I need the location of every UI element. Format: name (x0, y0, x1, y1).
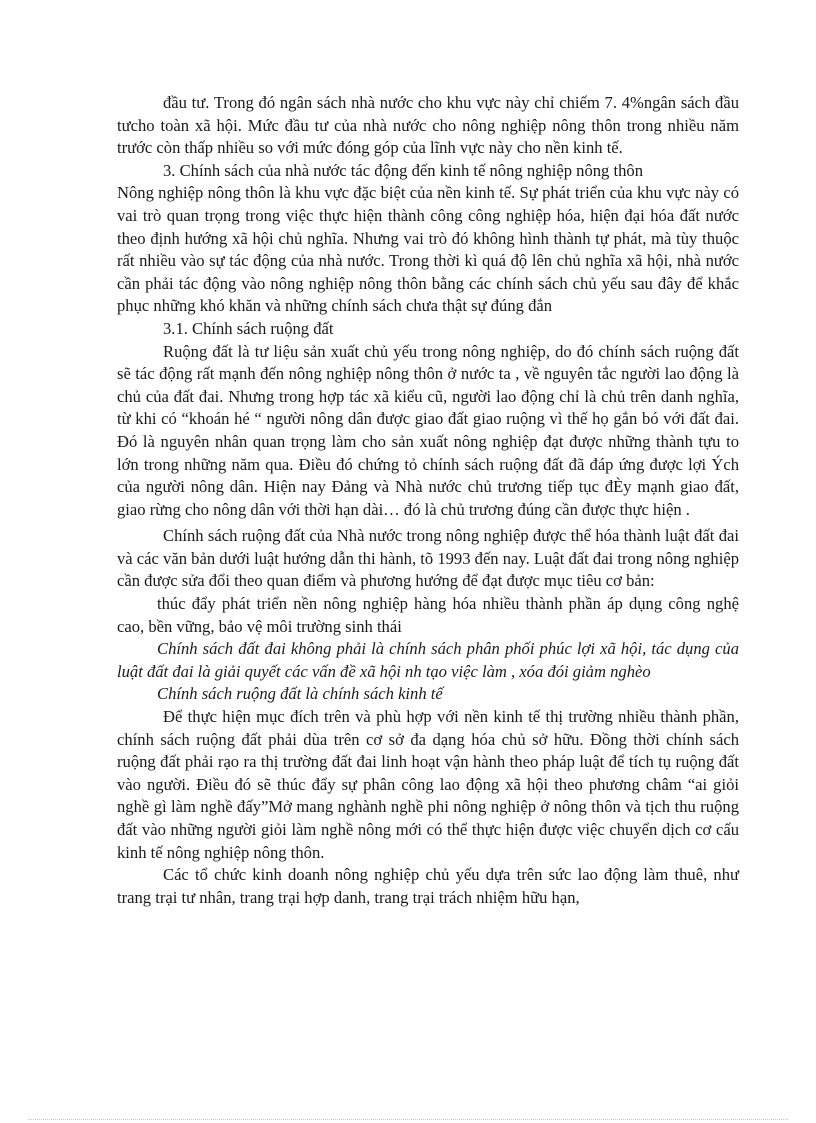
paragraph-not-welfare: Chính sách đất đai không phải là chính sách phân phối phúc lợi xã hội, tác dụng của luật đất đai là giải quyết các vấn đề xã hội nh tạo việc làm , xóa đói giảm nghèo (117, 639, 739, 681)
paragraph-investment: đầu tư. Trong đó ngân sách nhà nước cho khu vực này chỉ chiếm 7. 4%ngân sách đầu tưcho toàn xã hội. Mức đầu tư của nhà nước cho nông nghiệp nông thôn trong nhiều năm trước còn thấp nhiều so với mức đóng góp của lĩnh vực này cho nền kinh tế. (117, 93, 739, 158)
paragraph-land-law: Chính sách ruộng đất của Nhà nước trong nông nghiệp được thể hóa thành luật đất đai và các văn bản dưới luật hướng dẫn thi hành, tõ 1993 đến nay. Luật đất đai trong nông nghiệp cần được sửa đổi theo quan điểm và phương hướng để đạt được mục tiêu cơ bản: (117, 526, 740, 591)
paragraph-diversification: Để thực hiện mục đích trên và phù hợp với nền kinh tế thị trường nhiều thành phần, chính sách ruộng đất phải dùa trên cơ sở đa dạng hóa chủ sở hữu. Đồng thời chính sách ruộng đất phải rạo ra thị trường đất đai linh hoạt vận hành theo pháp luật để tích tụ ruộng đất vào người. Điều đó sẽ thúc đẩy sự phân công lao động xã hội theo phương châm “ai giỏi nghề gì làm nghề đấy”Mở mang nghành nghề phi nông nghiệp ở nông thôn và tịch thu ruộng đất vào những người giỏi làm nghề nông mới có thể thực hiện được việc chuyển dịch cơ cấu kinh tế nông nghiệp nông thôn. (117, 707, 739, 862)
page-bottom-border (28, 1119, 788, 1120)
paragraph-land-policy: Ruộng đất là tư liệu sản xuất chủ yếu trong nông nghiệp, do đó chính sách ruộng đất sẽ tác động rất mạnh đến nông nghiệp nông thôn ở nước ta , về nguyên tắc người lao động là chủ của đất đai. Nhưng trong hợp tác xã kiểu cũ, người lao động chỉ là chủ trên danh nghĩa, từ khi có “khoán hé “ người nông dân được giao đất giao ruộng vì thế họ gắn bó với đất đai. Đó là nguyên nhân quan trọng làm cho sản xuất nông nghiệp đạt được những thành tựu to lớn trong những năm qua. Điều đó chứng tỏ chính sách ruộng đất đã đáp ứng được lợi Ých của người nông dân. Hiện nay Đảng và Nhà nước chủ trương tiếp tục đÈy mạnh giao đất, giao rừng cho nông dân với thời hạn dài… đó là chủ trương đúng cần được thực hiện . (117, 341, 739, 519)
section-heading-3: 3. Chính sách của nhà nước tác động đến kinh tế nông nghiệp nông thôn (163, 160, 643, 180)
section-heading-3-1: 3.1. Chính sách ruộng đất (163, 318, 334, 338)
paragraph-rural-sector: Nông nghiệp nông thôn là khu vực đặc biệt của nền kinh tế. Sự phát triển của khu vực này có vai trò quan trọng trong việc thực hiện thành công công nghiệp hóa, hiện đại hóa đất nước theo định hướng xã hội chủ nghĩa. Nhưng vai trò đó không hình thành tự phát, mà tùy thuộc rất nhiều vào sự tác động của nhà nước. Trong thời kì quá độ lên chủ nghĩa xã hội, nhà nước cần phải tác động vào nông nghiệp nông thôn bằng các chính sách chủ yếu sau đây để khắc phục những khó khăn và những chính sách chưa thật sự đúng đắn (117, 183, 739, 316)
paragraph-business-orgs: Các tổ chức kinh doanh nông nghiệp chủ yếu dựa trên sức lao động làm thuê, như trang trại tư nhân, trang trại hợp danh, trang trại trách nhiệm hữu hạn, (117, 865, 739, 907)
document-body (117, 92, 739, 909)
paragraph-economic-policy: Chính sách ruộng đất là chính sách kinh tế (157, 684, 443, 704)
paragraph-objective: thúc đẩy phát triển nền nông nghiệp hàng hóa nhiều thành phần áp dụng công nghệ cao, bền vững, bảo vệ môi trường sinh thái (117, 594, 739, 636)
